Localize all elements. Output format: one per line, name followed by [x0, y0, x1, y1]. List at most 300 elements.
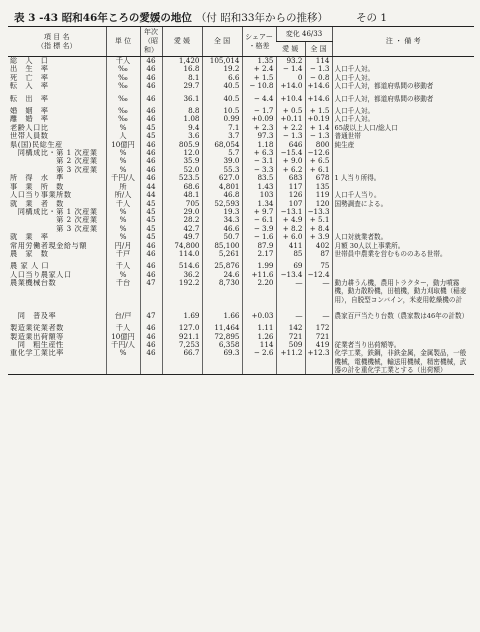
row-unit: % — [106, 149, 140, 157]
row-ehime-value: 29.0 — [162, 208, 202, 216]
row-item: 第 2 次産業 — [10, 216, 98, 225]
row-year: 46 — [140, 149, 162, 157]
row-item: 県(国)民総生産 — [10, 140, 63, 149]
row-change-ehime: + 0.5 — [276, 107, 305, 115]
row-ehime-value: 1.69 — [162, 312, 202, 320]
row-share: 2.20 — [242, 279, 276, 304]
row-unit: % — [106, 166, 140, 174]
row-share: 103 — [242, 191, 276, 199]
row-zenkoku-value: 85,100 — [202, 242, 242, 250]
header-ehime: 愛 媛 — [162, 27, 202, 57]
row-note: 人口千人対。 — [332, 74, 474, 82]
row-unit: 10億円 — [106, 141, 140, 149]
row-zenkoku-value: 19.2 — [202, 65, 242, 73]
row-item: 第 2 次産業 — [10, 157, 98, 166]
row-note — [332, 262, 474, 270]
row-change-ehime: −15.4 — [276, 149, 305, 157]
header-change-zenkoku: 全 国 — [305, 42, 332, 57]
row-change-zenkoku: +12.3 — [305, 349, 332, 374]
row-ehime-value: 805.9 — [162, 141, 202, 149]
table-row — [8, 174, 474, 182]
row-unit: ‰ — [106, 65, 140, 73]
row-unit: 千人 — [106, 200, 140, 208]
row-year: 46 — [140, 107, 162, 115]
row-year: 47 — [140, 312, 162, 320]
row-note: 普通世帯 — [332, 132, 474, 140]
row-year: 46 — [140, 166, 162, 174]
row-change-zenkoku: — — [305, 279, 332, 304]
row-ehime-value: 36.2 — [162, 271, 202, 279]
header-change: 変化 46/33 — [276, 27, 332, 42]
statistics-table — [8, 26, 474, 375]
row-note: 動力耕うん機，農用トラクター，動力噴霧機，動力散粉機，田植機，動力刈取機（稲麦用），自脱型コンバイン，米麦用乾燥機の計 — [332, 279, 474, 304]
row-share: − 1.7 — [242, 107, 276, 115]
row-ehime-value: 35.9 — [162, 157, 202, 165]
table-row — [8, 107, 474, 115]
row-change-ehime: − 1.4 — [276, 65, 305, 73]
row-item: 事 業 所 数 — [10, 182, 64, 191]
row-zenkoku-value: 4,801 — [202, 183, 242, 191]
row-unit: 千人 — [106, 57, 140, 66]
row-share: − 4.4 — [242, 95, 276, 103]
row-ehime-value: 1.08 — [162, 115, 202, 123]
row-unit: 所 — [106, 183, 140, 191]
row-change-zenkoku: +14.6 — [305, 95, 332, 103]
row-ehime-value: 705 — [162, 200, 202, 208]
row-change-zenkoku: − 1.3 — [305, 132, 332, 140]
row-change-zenkoku: +14.6 — [305, 82, 332, 90]
row-unit: 千円/人 — [106, 341, 140, 349]
row-ehime-value: 7,253 — [162, 341, 202, 349]
row-year: 46 — [140, 57, 162, 66]
row-note — [332, 166, 474, 174]
row-change-ehime: 69 — [276, 262, 305, 270]
row-ehime-value: 52.0 — [162, 166, 202, 174]
row-unit: 10億円 — [106, 333, 140, 341]
row-zenkoku-value: 39.0 — [202, 157, 242, 165]
row-change-ehime: + 6.2 — [276, 166, 305, 174]
row-share: 1.11 — [242, 324, 276, 332]
row-year: 46 — [140, 250, 162, 258]
table-row — [8, 271, 474, 279]
row-note — [332, 324, 474, 332]
row-year: 46 — [140, 95, 162, 103]
row-share: +0.09 — [242, 115, 276, 123]
row-change-ehime: + 6.0 — [276, 233, 305, 241]
row-unit: 千人 — [106, 324, 140, 332]
row-ehime-value: 9.4 — [162, 124, 202, 132]
row-share: − 3.1 — [242, 157, 276, 165]
row-item: 所 得 水 準 — [10, 174, 64, 183]
row-note: 従業者当り出荷額等。 — [332, 341, 474, 349]
row-note: 人口千人対，都道府県間の移動者 — [332, 82, 474, 90]
row-item: 農業機械台数 — [10, 279, 57, 288]
row-item: 同 普及率 — [10, 311, 57, 320]
row-note — [332, 57, 474, 66]
table-row — [8, 341, 474, 349]
row-change-ehime: +14.0 — [276, 82, 305, 90]
row-zenkoku-value: 46.6 — [202, 225, 242, 233]
row-share: − 6.1 — [242, 216, 276, 224]
row-change-ehime: − 1.3 — [276, 132, 305, 140]
row-share: 1.99 — [242, 262, 276, 270]
row-change-zenkoku: + 8.4 — [305, 225, 332, 233]
table-row — [8, 149, 474, 157]
row-note: 農家百戸当たり台数（農家数は46年の計数） — [332, 312, 474, 320]
row-year: 45 — [140, 132, 162, 140]
row-share: 97.3 — [242, 132, 276, 140]
row-year: 46 — [140, 333, 162, 341]
row-share: + 6.3 — [242, 149, 276, 157]
row-change-ehime: 85 — [276, 250, 305, 258]
row-year: 46 — [140, 271, 162, 279]
row-zenkoku-value: 8,730 — [202, 279, 242, 304]
row-unit: 千円/人 — [106, 174, 140, 182]
row-change-ehime: + 4.9 — [276, 216, 305, 224]
row-change-zenkoku: + 1.5 — [305, 107, 332, 115]
table-row — [8, 157, 474, 165]
row-unit: % — [106, 124, 140, 132]
title-main: 表 3 -43 昭和46年ころの愛媛の地位 — [14, 12, 192, 24]
row-ehime-value: 49.7 — [162, 233, 202, 241]
table-row — [8, 95, 474, 103]
table-row — [8, 279, 474, 304]
row-unit: ‰ — [106, 107, 140, 115]
table-row — [8, 208, 474, 216]
row-unit: % — [106, 271, 140, 279]
row-item: 同構成比・第 1 次産業 — [10, 207, 98, 216]
row-ehime-value: 921.1 — [162, 333, 202, 341]
row-share: 114 — [242, 341, 276, 349]
row-year: 46 — [140, 82, 162, 90]
table-row — [8, 349, 474, 374]
row-change-zenkoku: +0.19 — [305, 115, 332, 123]
page-title — [14, 10, 387, 25]
row-change-zenkoku: −12.6 — [305, 149, 332, 157]
row-item: 農 家 数 — [10, 249, 49, 258]
row-zenkoku-value: 25,876 — [202, 262, 242, 270]
row-change-zenkoku: 800 — [305, 141, 332, 149]
row-change-ehime: 117 — [276, 183, 305, 191]
row-unit: % — [106, 349, 140, 374]
row-zenkoku-value: 10.5 — [202, 107, 242, 115]
table-row — [8, 74, 474, 82]
table-row — [8, 225, 474, 233]
row-year: 45 — [140, 200, 162, 208]
row-change-ehime: + 9.0 — [276, 157, 305, 165]
row-unit: 台/戸 — [106, 312, 140, 320]
row-note: 人口千人対。 — [332, 115, 474, 123]
row-ehime-value: 68.6 — [162, 183, 202, 191]
row-share: 2.17 — [242, 250, 276, 258]
row-zenkoku-value: 69.3 — [202, 349, 242, 374]
row-change-ehime: 683 — [276, 174, 305, 182]
row-zenkoku-value: 46.8 — [202, 191, 242, 199]
header-year: 年次 （昭和） — [140, 27, 162, 57]
row-item: 人口当り農家人口 — [10, 270, 72, 279]
row-share: 1.18 — [242, 141, 276, 149]
row-note — [332, 149, 474, 157]
row-item: 製造業従業者数 — [10, 324, 64, 333]
row-unit: ‰ — [106, 115, 140, 123]
row-unit: % — [106, 233, 140, 241]
row-year: 46 — [140, 349, 162, 374]
row-ehime-value: 114.0 — [162, 250, 202, 258]
row-share: − 10.8 — [242, 82, 276, 90]
row-ehime-value: 8.8 — [162, 107, 202, 115]
row-change-ehime: 93.2 — [276, 57, 305, 66]
row-year: 46 — [140, 157, 162, 165]
row-change-ehime: 509 — [276, 341, 305, 349]
header-unit: 単 位 — [106, 27, 140, 57]
row-change-zenkoku: + 6.5 — [305, 157, 332, 165]
table-row — [8, 216, 474, 224]
row-change-ehime: 646 — [276, 141, 305, 149]
table-body — [8, 57, 474, 375]
row-change-ehime: 0 — [276, 74, 305, 82]
row-note: 1 人当り所得。 — [332, 174, 474, 182]
row-share: + 2.4 — [242, 65, 276, 73]
table-row — [8, 333, 474, 341]
row-year: 46 — [140, 65, 162, 73]
row-year: 45 — [140, 225, 162, 233]
row-unit: % — [106, 216, 140, 224]
row-change-ehime: 142 — [276, 324, 305, 332]
row-item: 就 業 者 数 — [10, 199, 64, 208]
row-zenkoku-value: 40.5 — [202, 82, 242, 90]
row-item: 世帯人員数 — [10, 132, 49, 141]
row-zenkoku-value: 3.7 — [202, 132, 242, 140]
row-change-zenkoku: — — [305, 312, 332, 320]
row-zenkoku-value: 11,464 — [202, 324, 242, 332]
row-share: − 3.9 — [242, 225, 276, 233]
row-change-zenkoku: 678 — [305, 174, 332, 182]
row-share: + 1.5 — [242, 74, 276, 82]
table-row — [8, 82, 474, 90]
row-change-ehime: 126 — [276, 191, 305, 199]
row-item: 出 生 率 — [10, 65, 49, 74]
row-change-zenkoku: −12.4 — [305, 271, 332, 279]
table-row — [8, 324, 474, 332]
row-change-zenkoku: − 0.8 — [305, 74, 332, 82]
row-zenkoku-value: 6,358 — [202, 341, 242, 349]
table-row — [8, 65, 474, 73]
row-change-ehime: +11.2 — [276, 349, 305, 374]
table-row — [8, 183, 474, 191]
row-item: 老齢人口比 — [10, 123, 49, 132]
row-share: + 2.3 — [242, 124, 276, 132]
row-note — [332, 208, 474, 216]
row-zenkoku-value: 40.5 — [202, 95, 242, 103]
row-item: 人口当り事業所数 — [10, 191, 72, 200]
row-item: 転 入 率 — [10, 82, 49, 91]
table-header — [8, 27, 474, 57]
row-share: − 2.6 — [242, 349, 276, 374]
row-note — [332, 225, 474, 233]
row-item: 同 粗生産性 — [10, 340, 64, 349]
row-zenkoku-value: 24.6 — [202, 271, 242, 279]
table-row — [8, 141, 474, 149]
row-share: +0.03 — [242, 312, 276, 320]
row-ehime-value: 523.5 — [162, 174, 202, 182]
row-note: 人口千人当り。 — [332, 191, 474, 199]
row-change-ehime: −13.4 — [276, 271, 305, 279]
row-unit: 人 — [106, 132, 140, 140]
row-share: 1.43 — [242, 183, 276, 191]
row-change-ehime: — — [276, 279, 305, 304]
row-change-ehime: 721 — [276, 333, 305, 341]
row-ehime-value: 12.0 — [162, 149, 202, 157]
row-zenkoku-value: 68,054 — [202, 141, 242, 149]
row-ehime-value: 48.1 — [162, 191, 202, 199]
row-ehime-value: 1,420 — [162, 57, 202, 66]
row-change-zenkoku: + 3.9 — [305, 233, 332, 241]
row-note — [332, 216, 474, 224]
row-year: 46 — [140, 242, 162, 250]
row-ehime-value: 42.7 — [162, 225, 202, 233]
row-share: − 3.3 — [242, 166, 276, 174]
row-zenkoku-value: 1.66 — [202, 312, 242, 320]
row-zenkoku-value: 5.7 — [202, 149, 242, 157]
row-year: 46 — [140, 341, 162, 349]
row-share: 1.35 — [242, 57, 276, 66]
header-change-ehime: 愛 媛 — [276, 42, 305, 57]
row-ehime-value: 29.7 — [162, 82, 202, 90]
row-note: 国勢調査による。 — [332, 200, 474, 208]
row-change-zenkoku: −13.3 — [305, 208, 332, 216]
row-change-zenkoku: 172 — [305, 324, 332, 332]
row-share: 1.34 — [242, 200, 276, 208]
row-change-ehime: 107 — [276, 200, 305, 208]
row-note: 人口千人対。 — [332, 107, 474, 115]
row-year: 46 — [140, 262, 162, 270]
row-zenkoku-value: 5,261 — [202, 250, 242, 258]
row-zenkoku-value: 7.1 — [202, 124, 242, 132]
row-unit: ‰ — [106, 95, 140, 103]
row-change-ehime: +0.11 — [276, 115, 305, 123]
table-row — [8, 124, 474, 132]
row-year: 47 — [140, 279, 162, 304]
row-share: + 9.7 — [242, 208, 276, 216]
row-zenkoku-value: 50.7 — [202, 233, 242, 241]
row-note — [332, 271, 474, 279]
row-year: 46 — [140, 141, 162, 149]
row-unit: % — [106, 225, 140, 233]
row-year: 45 — [140, 216, 162, 224]
row-zenkoku-value: 6.6 — [202, 74, 242, 82]
row-change-ehime: + 8.2 — [276, 225, 305, 233]
row-share: +11.6 — [242, 271, 276, 279]
row-ehime-value: 36.1 — [162, 95, 202, 103]
row-year: 46 — [140, 74, 162, 82]
row-zenkoku-value: 55.3 — [202, 166, 242, 174]
row-note: 65歳以上人口/総人口 — [332, 124, 474, 132]
row-unit: ‰ — [106, 74, 140, 82]
row-change-zenkoku: 721 — [305, 333, 332, 341]
row-zenkoku-value: 19.3 — [202, 208, 242, 216]
row-year: 45 — [140, 208, 162, 216]
row-item: 婚 姻 率 — [10, 107, 49, 116]
row-item: 転 出 率 — [10, 94, 49, 103]
row-change-ehime: — — [276, 312, 305, 320]
row-year: 44 — [140, 183, 162, 191]
table-row — [8, 132, 474, 140]
row-change-zenkoku: 75 — [305, 262, 332, 270]
row-change-zenkoku: + 5.1 — [305, 216, 332, 224]
table-row — [8, 262, 474, 270]
row-change-zenkoku: 402 — [305, 242, 332, 250]
row-item: 同構成比・第 1 次産業 — [10, 149, 98, 158]
row-change-ehime: + 2.2 — [276, 124, 305, 132]
row-ehime-value: 514.6 — [162, 262, 202, 270]
row-share: 83.5 — [242, 174, 276, 182]
header-note: 注 ・ 備 考 — [332, 27, 474, 57]
table-row — [8, 242, 474, 250]
row-year: 44 — [140, 191, 162, 199]
row-change-ehime: 411 — [276, 242, 305, 250]
row-year: 45 — [140, 124, 162, 132]
table-row — [8, 312, 474, 320]
row-zenkoku-value: 52,593 — [202, 200, 242, 208]
row-unit: 所/人 — [106, 191, 140, 199]
row-zenkoku-value: 34.3 — [202, 216, 242, 224]
row-year: 46 — [140, 115, 162, 123]
row-item: 第 3 次産業 — [10, 224, 98, 233]
row-note: 月額 30人以上事業所。 — [332, 242, 474, 250]
row-ehime-value: 28.2 — [162, 216, 202, 224]
row-item: 離 婚 率 — [10, 115, 49, 124]
row-share: 1.26 — [242, 333, 276, 341]
row-change-zenkoku: 419 — [305, 341, 332, 349]
row-change-zenkoku: − 1.3 — [305, 65, 332, 73]
row-note: 人口千人対，都道府県間の移動者 — [332, 95, 474, 103]
header-share: シェアー ・格差 — [242, 27, 276, 57]
row-zenkoku-value: 627.0 — [202, 174, 242, 182]
row-unit: % — [106, 157, 140, 165]
table-row — [8, 166, 474, 174]
header-item: 項 目 名 （指 標 名） — [8, 27, 106, 57]
row-change-ehime: +10.4 — [276, 95, 305, 103]
table-row — [8, 250, 474, 258]
row-share: 87.9 — [242, 242, 276, 250]
row-unit: 千人 — [106, 262, 140, 270]
row-unit: ‰ — [106, 82, 140, 90]
row-change-zenkoku: 120 — [305, 200, 332, 208]
row-note: 化学工業，鉄鋼，非鉄金属，金属製品，一般機械，電機機械，輸送用機械，精密機械，武器の計を重化学工業とする（出荷額） — [332, 349, 474, 374]
row-note: 純生産 — [332, 141, 474, 149]
row-note — [332, 183, 474, 191]
row-zenkoku-value: 72,895 — [202, 333, 242, 341]
row-note: 人口千人対。 — [332, 65, 474, 73]
row-note: 世帯員中農業を営むもののある世帯。 — [332, 250, 474, 258]
row-change-zenkoku: 119 — [305, 191, 332, 199]
row-ehime-value: 16.8 — [162, 65, 202, 73]
row-note — [332, 333, 474, 341]
row-zenkoku-value: 105,014 — [202, 57, 242, 66]
header-zenkoku: 全 国 — [202, 27, 242, 57]
table-row — [8, 233, 474, 241]
row-note: 人口対就業者数。 — [332, 233, 474, 241]
row-year: 46 — [140, 174, 162, 182]
row-year: 46 — [140, 324, 162, 332]
row-zenkoku-value: 0.99 — [202, 115, 242, 123]
row-change-zenkoku: 87 — [305, 250, 332, 258]
row-unit: % — [106, 208, 140, 216]
row-unit: 千戸 — [106, 250, 140, 258]
row-item: 総 人 口 — [10, 56, 49, 65]
row-item: 農 家 人 口 — [10, 262, 50, 271]
row-item: 常用労働者現金給与額 — [10, 241, 87, 250]
